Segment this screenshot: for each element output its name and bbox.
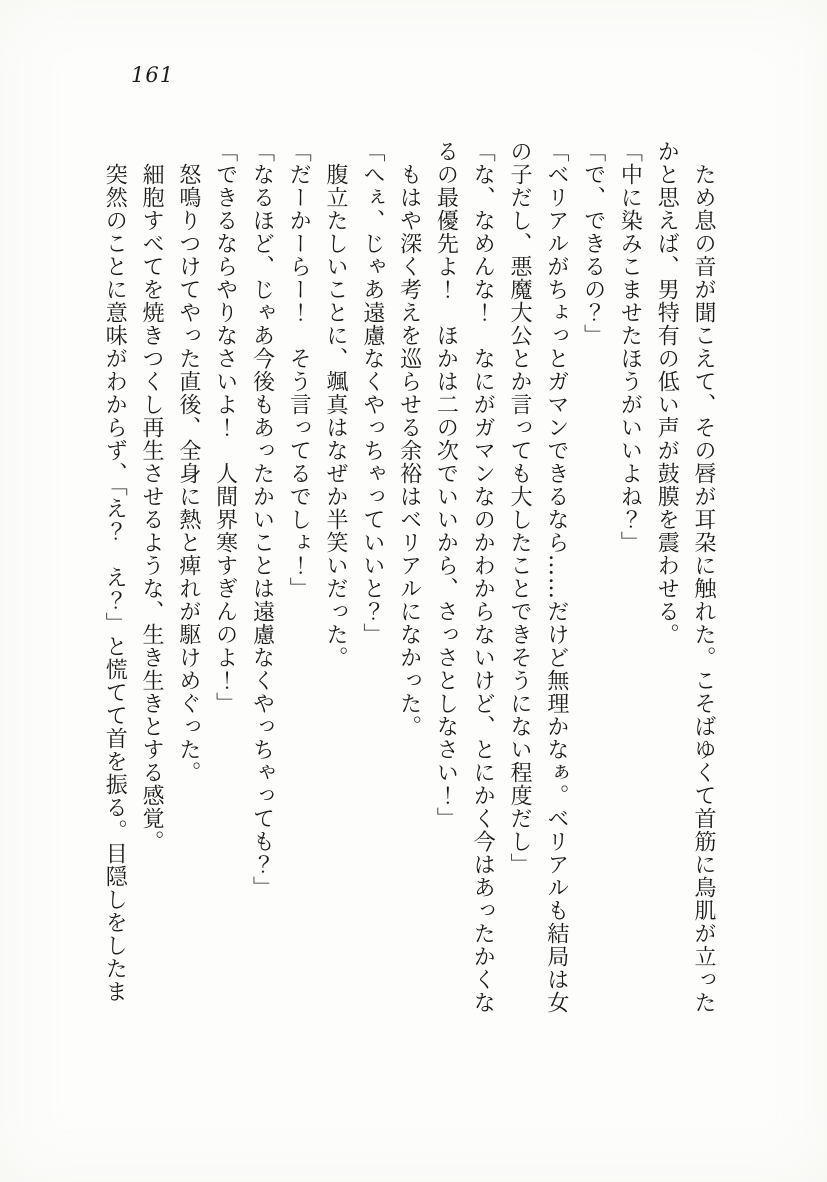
text-line: るの最優先よ！ ほかは二の次でいいから、さっさとしなさい！」 [433,140,459,830]
text-line: 「ベリアルがちょっとガマンできるなら……だけど無理かなぁ。ベリアルも結局は女 [543,140,569,1014]
text-line: 「な、なめんな！ なにがガマンなのかわからないけど、とにかく今はあったかくな [470,140,496,1014]
text-line: もはや深く考えを巡らせる余裕はベリアルになかった。 [396,140,422,738]
text-line: の子だし、悪魔大公とか言っても大したことできそうにない程度だし」 [507,140,533,876]
text-line: 腹立たしいことに、颯真はなぜか半笑いだった。 [323,140,349,669]
text-line: 「なるほど、じゃあ今後もあったかいことは遠慮なくやっちゃっても？」 [249,140,275,899]
text-line: 「で、できるの？」 [580,140,606,347]
vertical-text-block [79,140,721,1080]
text-line: ため息の音が聞こえて、その唇が耳朶に触れた。こそばゆくて首筋に鳥肌が立った [691,140,716,1014]
text-line: 「中に染みこませたほうがいいよね？」 [617,140,643,554]
text-line: 突然のことに意味がわからず、「え？ え？」と慌てて首を振る。目隠しをしたま [102,140,128,1003]
text-line: 「へぇ、じゃあ遠慮なくやっちゃっていいと？」 [359,140,385,646]
text-line: かと思えば、男特有の低い声が鼓膜を震わせる。 [654,140,680,646]
text-line: 怒鳴りつけてやった直後、全身に熱と痺れが駆けめぐった。 [175,140,201,784]
text-line: 細胞すべてを焼きつくし再生させるような、生き生きとする感覚。 [139,140,165,853]
page-number: 161 [131,63,175,87]
text-line: 「だーかーらー！ そう言ってるでしょ！」 [286,140,312,600]
text-line: 「できるならやりなさいよ！ 人間界寒すぎんのよ！」 [212,140,238,715]
